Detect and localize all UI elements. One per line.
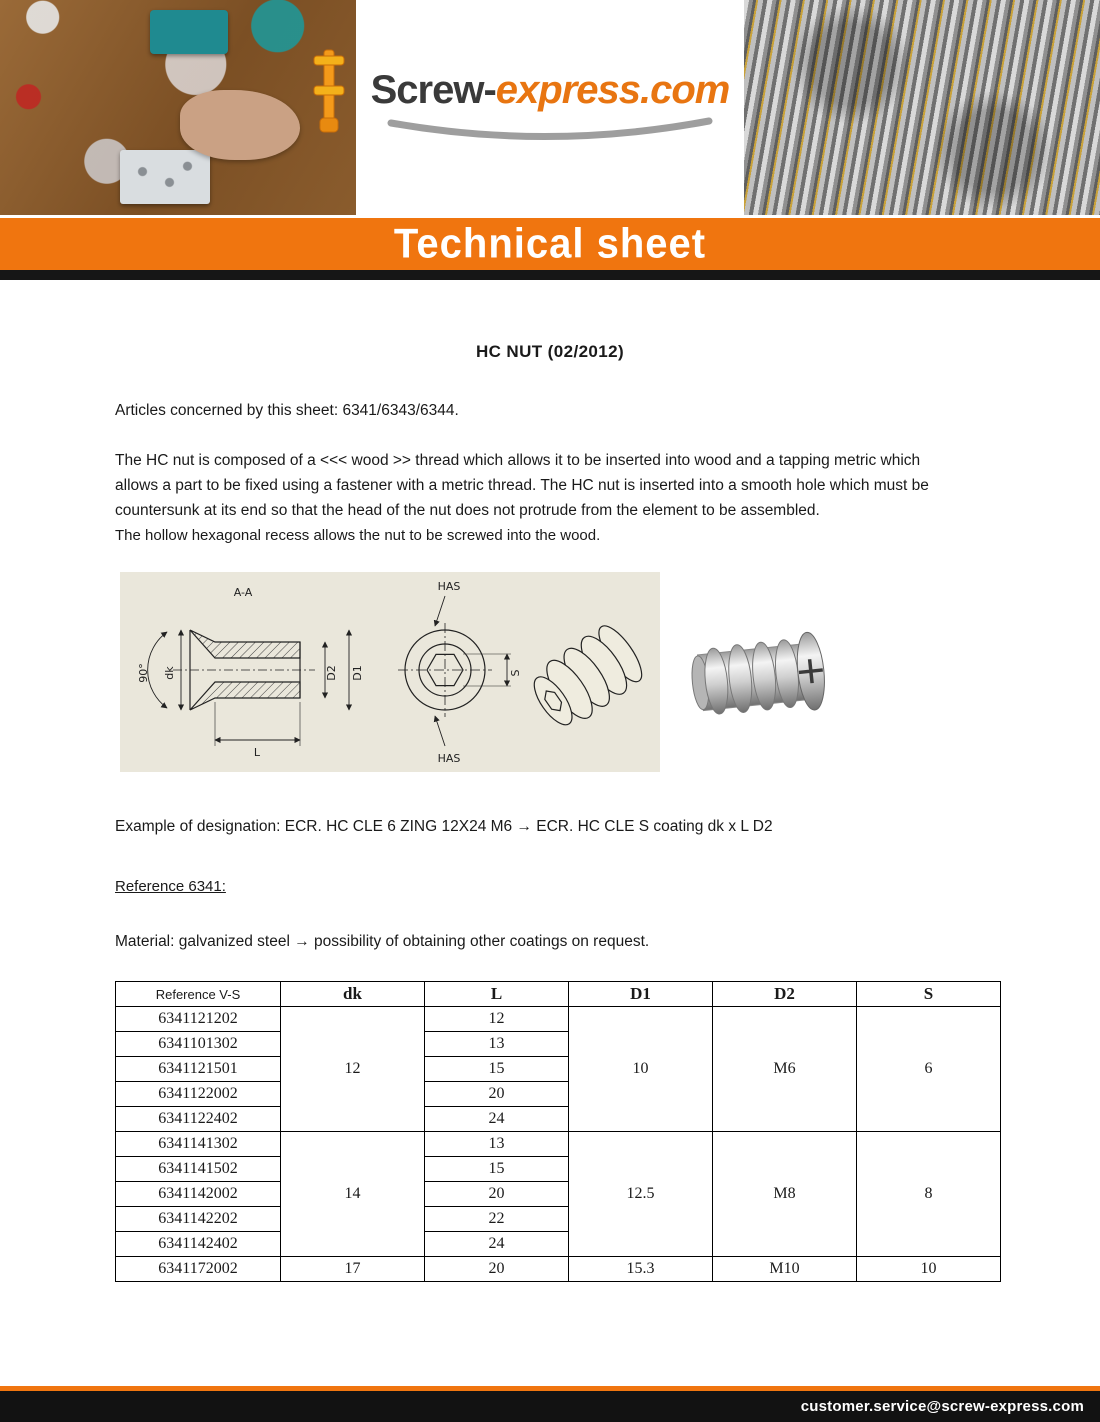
l-cell: 20 xyxy=(425,1182,569,1207)
logo-area xyxy=(356,0,744,215)
ref-cell: 6341141502 xyxy=(116,1157,281,1182)
dk-cell: 14 xyxy=(281,1132,425,1257)
dk-cell: 17 xyxy=(281,1257,425,1282)
d1-cell: 10 xyxy=(569,1007,713,1132)
banner-title: Technical sheet xyxy=(393,220,707,267)
logo xyxy=(371,68,730,113)
label-has-bottom: HAS xyxy=(437,752,461,766)
l-cell: 20 xyxy=(425,1257,569,1282)
d2-cell: M6 xyxy=(713,1007,857,1132)
ref-cell: 6341121202 xyxy=(116,1007,281,1032)
label-l: L xyxy=(253,746,261,760)
l-cell: 22 xyxy=(425,1207,569,1232)
footer xyxy=(0,1386,1100,1422)
page-title: HC NUT (02/2012) xyxy=(475,342,625,361)
label-has-top: HAS xyxy=(437,580,461,594)
header-d2: D2 xyxy=(713,982,857,1007)
orange-tool-icon xyxy=(310,46,350,136)
technical-drawing xyxy=(115,570,985,780)
ref-cell: 6341141302 xyxy=(116,1132,281,1157)
l-cell: 15 xyxy=(425,1057,569,1082)
logo-text-dark: Screw- xyxy=(370,68,496,112)
logo-text-orange: express.com xyxy=(495,68,730,112)
designation-example: Example of designation: ECR. HC CLE 6 ZING 12X24 M6 → ECR. HC CLE S coating dk x L D2 xyxy=(115,818,773,836)
ref-cell: 6341122002 xyxy=(116,1082,281,1107)
screws-tray xyxy=(120,150,210,204)
l-cell: 12 xyxy=(425,1007,569,1032)
ref-cell: 6341122402 xyxy=(116,1107,281,1132)
l-cell: 15 xyxy=(425,1157,569,1182)
header-d1: D1 xyxy=(569,982,713,1007)
d2-cell: M10 xyxy=(713,1257,857,1282)
l-cell: 20 xyxy=(425,1082,569,1107)
s-cell: 10 xyxy=(857,1257,1001,1282)
label-s: S xyxy=(509,669,522,677)
l-cell: 24 xyxy=(425,1107,569,1132)
header-l: L xyxy=(425,982,569,1007)
label-d2: D2 xyxy=(325,665,338,682)
footer-bar xyxy=(0,1391,1100,1422)
header-s: S xyxy=(857,982,1001,1007)
d2-cell: M8 xyxy=(713,1132,857,1257)
contact-email: customer.service@screw-express.com xyxy=(800,1398,1084,1415)
l-cell: 24 xyxy=(425,1232,569,1257)
banner xyxy=(0,218,1100,270)
l-cell: 13 xyxy=(425,1032,569,1057)
document-body xyxy=(0,342,1100,1282)
nut-photo xyxy=(688,631,827,722)
table-row xyxy=(116,1132,1001,1157)
label-dk: dk xyxy=(163,666,176,681)
d1-cell: 15.3 xyxy=(569,1257,713,1282)
hollow-note: The hollow hexagonal recess allows the nut to be screwed into the wood. xyxy=(115,527,601,545)
screws-pile-photo xyxy=(744,0,1100,215)
reference-text: Reference 6341: xyxy=(115,878,226,896)
ref-cell: 6341142202 xyxy=(116,1207,281,1232)
label-angle: 90° xyxy=(137,663,150,684)
logo-swoosh xyxy=(385,117,715,147)
ref-cell: 6341142002 xyxy=(116,1182,281,1207)
articles-line: Articles concerned by this sheet: 6341/6343/6344. xyxy=(115,402,459,419)
material-line: Material: galvanized steel → possibility of obtaining other coatings on request. xyxy=(115,933,650,951)
table-header-row xyxy=(116,982,1001,1007)
ref-cell: 6341142402 xyxy=(116,1232,281,1257)
hand-image xyxy=(180,90,300,160)
description-paragraph: The HC nut is composed of a <<< wood >> thread which allows it to be inserted into wood and a tapping metric which allows a part to be fixed using a fastener with a metric thread. The HC nut is inserted into a smooth hole which must be countersunk at its end so that the head of the nut does not protrude from the element to be assembled. xyxy=(115,452,929,520)
l-cell: 13 xyxy=(425,1132,569,1157)
label-section: A-A xyxy=(233,586,253,600)
ref-cell: 6341101302 xyxy=(116,1032,281,1057)
table-row xyxy=(116,1007,1001,1032)
workbench-photo xyxy=(0,0,356,215)
dimensions-table xyxy=(115,981,1001,1282)
parts-tray xyxy=(150,10,228,54)
header xyxy=(0,0,1100,218)
s-cell: 6 xyxy=(857,1007,1001,1132)
ref-cell: 6341121501 xyxy=(116,1057,281,1082)
d1-cell: 12.5 xyxy=(569,1132,713,1257)
header-reference: Reference V-S xyxy=(116,982,281,1007)
banner-shadow xyxy=(0,270,1100,280)
table-row xyxy=(116,1257,1001,1282)
label-d1: D1 xyxy=(351,665,364,682)
header-dk: dk xyxy=(281,982,425,1007)
reference-line xyxy=(115,878,985,895)
ref-cell: 6341172002 xyxy=(116,1257,281,1282)
dk-cell: 12 xyxy=(281,1007,425,1132)
s-cell: 8 xyxy=(857,1132,1001,1257)
